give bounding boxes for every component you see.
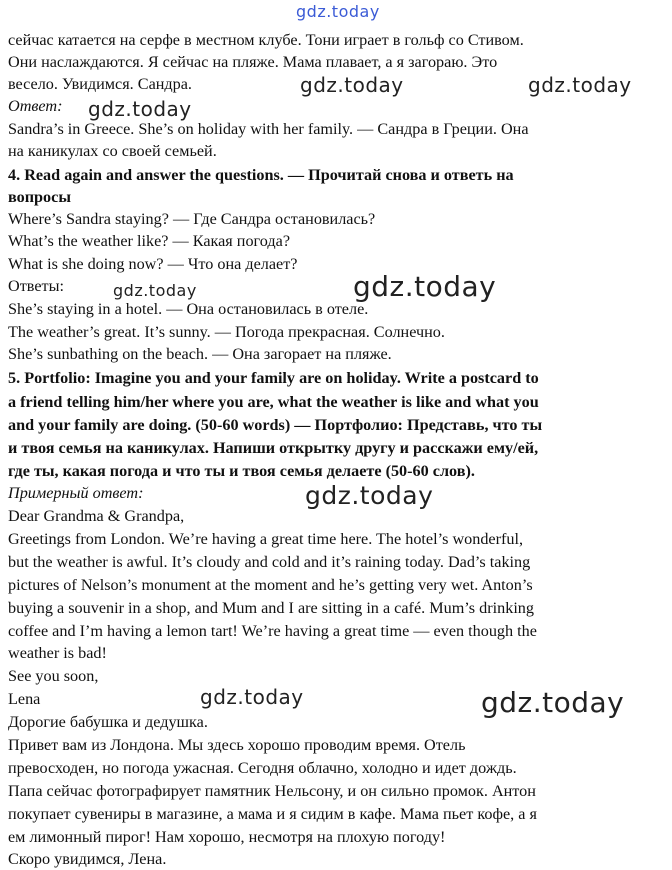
postcard-line: coffee and I’m having a lemon tart! We’re having a great time — even though the	[8, 622, 537, 640]
postcard-line: Lena	[8, 690, 41, 708]
postcard-line: but the weather is awful. It’s cloudy and cold and it’s raining today. Dad’s taking	[8, 553, 531, 571]
watermark: gdz.today	[528, 73, 632, 97]
task-heading: a friend telling him/her where you are, what the weather is like and what you	[8, 393, 539, 411]
translation-line: Дорогие бабушка и дедушка.	[8, 713, 208, 731]
text-line: весело. Увидимся. Сандра.	[8, 75, 192, 93]
question-line: Where’s Sandra staying? — Где Сандра остановилась?	[8, 210, 376, 228]
text-line: Они наслаждаются. Я сейчас на пляже. Мама плавает, а я загораю. Это	[8, 53, 498, 71]
text-line: Sandra’s in Greece. She’s on holiday with her family. — Сандра в Греции. Она	[8, 120, 529, 138]
task-heading: 4. Read again and answer the questions. — Прочитай снова и ответь на	[8, 166, 514, 184]
postcard-line: Dear Grandma & Grandpa,	[8, 507, 185, 525]
translation-line: превосходен, но погода ужасная. Сегодня облачно, холодно и идет дождь.	[8, 759, 517, 777]
task-heading: and your family are doing. (50-60 words) — Портфолио: Представь, что ты	[8, 416, 543, 434]
watermark: gdz.today	[113, 281, 197, 300]
watermark: gdz.today	[88, 97, 192, 121]
task-heading: вопросы	[8, 188, 71, 206]
sample-answer-label: Примерный ответ:	[8, 484, 144, 502]
watermark: gdz.today	[200, 685, 304, 709]
task-heading: где ты, какая погода и что ты и твоя семья делаете (50-60 слов).	[8, 462, 475, 480]
postcard-line: weather is bad!	[8, 644, 107, 662]
postcard-line: See you soon,	[8, 667, 99, 685]
watermark: gdz.today	[305, 481, 434, 510]
answer-line: The weather’s great. It’s sunny. — Погода прекрасная. Солнечно.	[8, 323, 445, 341]
text-line: сейчас катается на серфе в местном клубе. Тони играет в гольф со Стивом.	[8, 31, 524, 49]
translation-line: Папа сейчас фотографирует памятник Нельсону, и он сильно промок. Антон	[8, 782, 536, 800]
answer-line: She’s staying in a hotel. — Она остановилась в отеле.	[8, 300, 369, 318]
watermark: gdz.today	[300, 73, 404, 97]
postcard-line: pictures of Nelson’s monument at the moment and he’s getting very wet. Anton’s	[8, 576, 533, 594]
answer-line: She’s sunbathing on the beach. — Она загорает на пляже.	[8, 345, 392, 363]
translation-line: Скоро увидимся, Лена.	[8, 850, 167, 868]
watermark: gdz.today	[296, 2, 380, 21]
question-line: What’s the weather like? — Какая погода?	[8, 232, 291, 250]
translation-line: ем лимонный пирог! Нам хорошо, несмотря на плохую погоду!	[8, 828, 446, 846]
text-line: на каникулах со своей семьей.	[8, 142, 217, 160]
translation-line: Привет вам из Лондона. Мы здесь хорошо проводим время. Отель	[8, 736, 466, 754]
watermark: gdz.today	[353, 270, 497, 303]
task-heading: 5. Portfolio: Imagine you and your family are on holiday. Write a postcard to	[8, 369, 539, 387]
answers-label: Ответы:	[8, 277, 64, 295]
answer-label: Ответ:	[8, 97, 63, 115]
postcard-line: buying a souvenir in a shop, and Mum and I are sitting in a café. Mum’s drinking	[8, 599, 534, 617]
question-line: What is she doing now? — Что она делает?	[8, 255, 298, 273]
postcard-line: Greetings from London. We’re having a great time here. The hotel’s wonderful,	[8, 530, 524, 548]
watermark: gdz.today	[481, 686, 625, 719]
task-heading: и твоя семья на каникулах. Напиши открытку другу и расскажи ему/ей,	[8, 439, 539, 457]
translation-line: покупает сувениры в магазине, а мама и я сидим в кафе. Мама пьет кофе, а я	[8, 805, 537, 823]
